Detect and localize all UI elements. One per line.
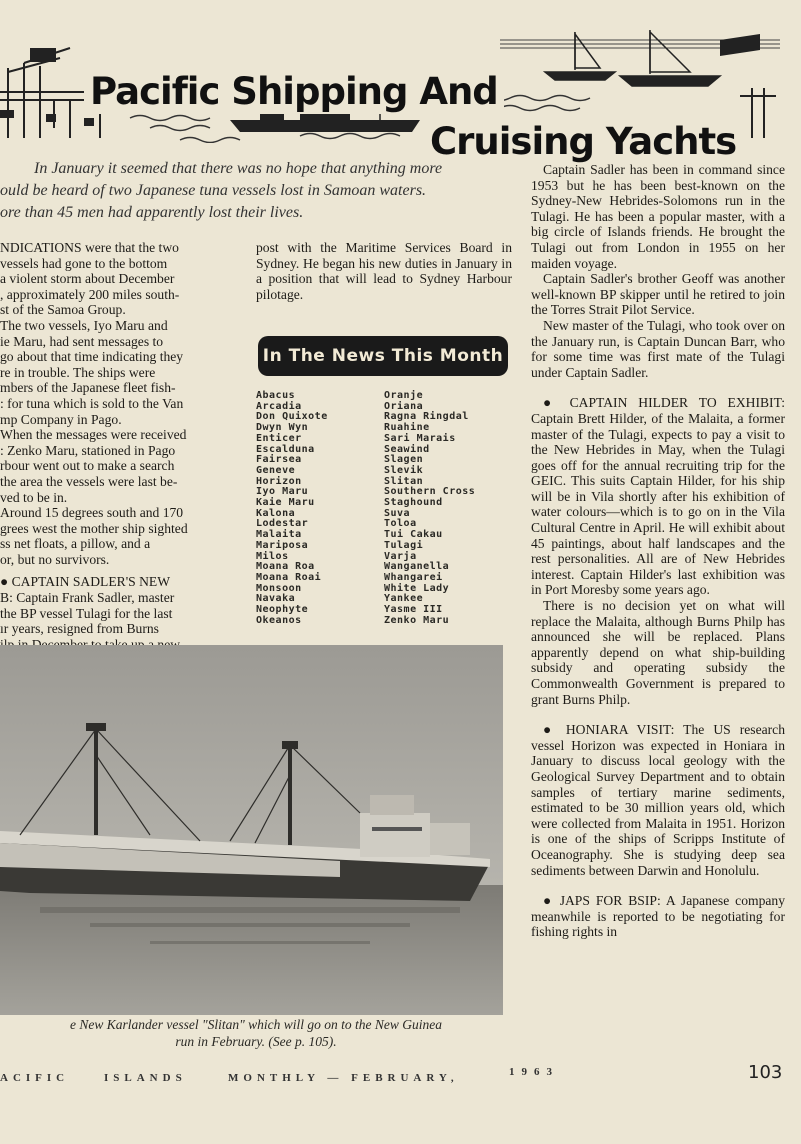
text-line: , approximately 200 miles south- xyxy=(0,286,180,302)
text-line: ır years, resigned from Burns xyxy=(0,621,159,637)
ship-name: Staghound xyxy=(384,497,443,509)
headline-line-2: Cruising Yachts xyxy=(424,120,742,164)
ship-name: Yankee xyxy=(384,593,424,605)
ship-name: Iyo Maru xyxy=(256,486,309,498)
text-line: ved to be in. xyxy=(0,489,68,505)
ship-name: Whangarei xyxy=(384,571,443,583)
page-number: 103 xyxy=(748,1062,783,1083)
standfirst xyxy=(0,158,520,224)
text-line: ss net floats, a pillow, and a xyxy=(0,536,151,552)
ship-name: Don Quixote xyxy=(256,411,328,423)
footer-issue: MONTHLY — FEBRUARY, xyxy=(228,1072,459,1084)
ship-photo xyxy=(0,645,503,1015)
ship-name: Varja xyxy=(384,550,417,562)
ship-name-list-b xyxy=(384,391,475,626)
ship-name: Moana Roai xyxy=(256,571,322,583)
ship-name: Ragna Ringdal xyxy=(384,411,469,423)
deck-line: ore than 45 men had apparently lost their lives. xyxy=(0,204,304,221)
footer-publication-1: ACIFIC xyxy=(0,1072,70,1084)
ship-name: Tulagi xyxy=(384,539,424,551)
column-3 xyxy=(531,162,785,940)
paragraph: Captain Sadler has been in command since 1953 but he has been best-known on the Sydney-New Hebrides-Solomons run in the Tulagi. He has been a popular master, with a big circle of Islands friends. He brought the Tulagi out from London in 1955 on her maiden voyage. xyxy=(531,162,785,271)
ship-name: Monsoon xyxy=(256,582,302,594)
ship-name: White Lady xyxy=(384,582,450,594)
text-line: : Zenko Maru, stationed in Pago xyxy=(0,442,176,458)
text-line: rbour went out to make a search xyxy=(0,458,175,474)
text-line: the BP vessel Tulagi for the last xyxy=(0,605,173,621)
text-line: mp Company in Pago. xyxy=(0,411,122,427)
masthead xyxy=(0,28,780,163)
footer-publication-2: ISLANDS xyxy=(104,1072,187,1084)
ship-name: Arcadia xyxy=(256,400,302,412)
ship-photo-image xyxy=(0,645,503,1015)
ship-name: Southern Cross xyxy=(384,486,476,498)
ship-name: Fairsea xyxy=(256,454,302,466)
ship-name: Dwyn Wyn xyxy=(256,422,309,434)
ship-name: Milos xyxy=(256,550,289,562)
text-line: go about that time indicating they xyxy=(0,349,184,365)
paragraph: New master of the Tulagi, who took over on the January run, is Captain Duncan Barr, who for some time was first mate of the Tulagi under Captain Sadler. xyxy=(531,317,785,380)
ship-name: Enticer xyxy=(256,432,302,444)
ship-name: Geneve xyxy=(256,464,296,476)
text-line: : for tuna which is sold to the Van xyxy=(0,395,184,411)
text-line: the area the vessels were last be- xyxy=(0,473,178,489)
ship-name: Mariposa xyxy=(256,539,309,551)
ship-name: Navaka xyxy=(256,593,296,605)
text-line: a violent storm about December xyxy=(0,271,175,287)
news-banner: In The News This Month xyxy=(258,336,508,376)
paragraph: ● CAPTAIN HILDER TO EXHIBIT: Captain Brett Hilder, of the Malaita, a former master of the Tulagi, expects to pay a visit to the New Hebrides in May, when the Tulagi goes off for the annual recruiting trip for the GEIC. This suits Captain Hilder, for his ship will be in Vila shortly after his exhibition of water colours—which is to go on in the Vila Cultural Centre in April. He will exhibit about 45 paintings, about half landscapes and the rest personalities. All are of New Hebrides interest. Captain Hilder's last exhibition was in Port Moresby some years ago. xyxy=(531,395,785,598)
ship-name: Oranje xyxy=(384,390,424,401)
text-line: st of the Samoa Group. xyxy=(0,302,126,318)
text-line: or, but no survivors. xyxy=(0,551,110,567)
ship-name: Kaie Maru xyxy=(256,497,315,509)
column-1 xyxy=(0,240,237,652)
ship-name: Neophyte xyxy=(256,604,309,616)
text-line: B: Captain Frank Sadler, master xyxy=(0,590,175,606)
text-line: Around 15 degrees south and 170 xyxy=(0,505,184,521)
ship-name: Wanganella xyxy=(384,561,450,573)
ship-name: Malaita xyxy=(256,529,302,541)
ship-name: Zenko Maru xyxy=(384,614,450,626)
ship-name: Kalona xyxy=(256,507,296,519)
ship-name: Yasme III xyxy=(384,604,443,616)
ship-name: Seawind xyxy=(384,443,430,455)
ship-name: Slitan xyxy=(384,475,424,487)
footer-year: 1963 xyxy=(509,1066,559,1078)
ship-name: Slevik xyxy=(384,464,424,476)
paragraph: ● JAPS FOR BSIP: A Japanese company meanwhile is reported to be negotiating for fishing rights in xyxy=(531,893,785,940)
ship-name: Tui Cakau xyxy=(384,529,443,541)
ship-name: Sari Marais xyxy=(384,432,456,444)
caption-line: e New Karlander vessel "Slitan" which will go on to the New Guinea xyxy=(69,1017,443,1032)
ship-name: Abacus xyxy=(256,390,296,401)
ship-name: Toloa xyxy=(384,518,417,530)
ship-name: Suva xyxy=(384,507,411,519)
caption-line: run in February. (See p. 105). xyxy=(175,1034,337,1049)
text-line: re in trouble. The ships were xyxy=(0,364,156,380)
paragraph: There is no decision yet on what will replace the Malaita, although Burns Philp has announced she will be replaced. Plans apparently depend on what ship-building subsidy and operating subsidy the Commonwealth Government is prepared to grant Burns Philp. xyxy=(531,598,785,707)
ship-name: Slagen xyxy=(384,454,424,466)
headline-line-1: Pacific Shipping And xyxy=(84,70,504,114)
deck-line: In January it seemed that there was no hope that anything more xyxy=(34,160,443,177)
text-line: grees west the mother ship sighted xyxy=(0,520,188,536)
deck-line: ould be heard of two Japanese tuna vessels lost in Samoan waters. xyxy=(0,182,427,199)
ship-name-list-a xyxy=(256,391,328,626)
ship-name: Moana Roa xyxy=(256,561,315,573)
page-footer xyxy=(0,1062,801,1086)
ship-name: Escalduna xyxy=(256,443,315,455)
text-line: mbers of the Japanese fleet fish- xyxy=(0,380,176,396)
paragraph: ● HONIARA VISIT: The US research vessel Horizon was expected in Honiara in January to discuss local geology with the Geological Survey Department and to obtain samples of tertiary marine sediments, estimated to be 30 million years old, which were collected from Malaita in 1951. Horizon is one of the ships of Scripps Institute of Oceanography. She is studying deep sea sediments between Darwin and Honolulu. xyxy=(531,722,785,878)
photo-caption xyxy=(0,1016,512,1050)
column-2-text: post with the Maritime Services Board in Sydney. He began his new duties in January in a position that will lead to Sydney Harbour pilotage. xyxy=(256,240,512,302)
ship-name: Lodestar xyxy=(256,518,309,530)
ship-name: Horizon xyxy=(256,475,302,487)
ship-name: Oriana xyxy=(384,400,424,412)
text-line: The two vessels, Iyo Maru and xyxy=(0,317,168,333)
text-line: vessels had gone to the bottom xyxy=(0,255,168,271)
ship-name: Ruahine xyxy=(384,422,430,434)
ship-name: Okeanos xyxy=(256,614,302,626)
text-line: ie Maru, had sent messages to xyxy=(0,333,164,349)
text-line: When the messages were received xyxy=(0,427,187,443)
paragraph: Captain Sadler's brother Geoff was another well-known BP skipper until he retired to join the Torres Strait Pilot Service. xyxy=(531,271,785,318)
text-line: NDICATIONS were that the two xyxy=(0,240,179,255)
column-2 xyxy=(256,240,512,302)
text-line: ● CAPTAIN SADLER'S NEW xyxy=(0,574,171,590)
